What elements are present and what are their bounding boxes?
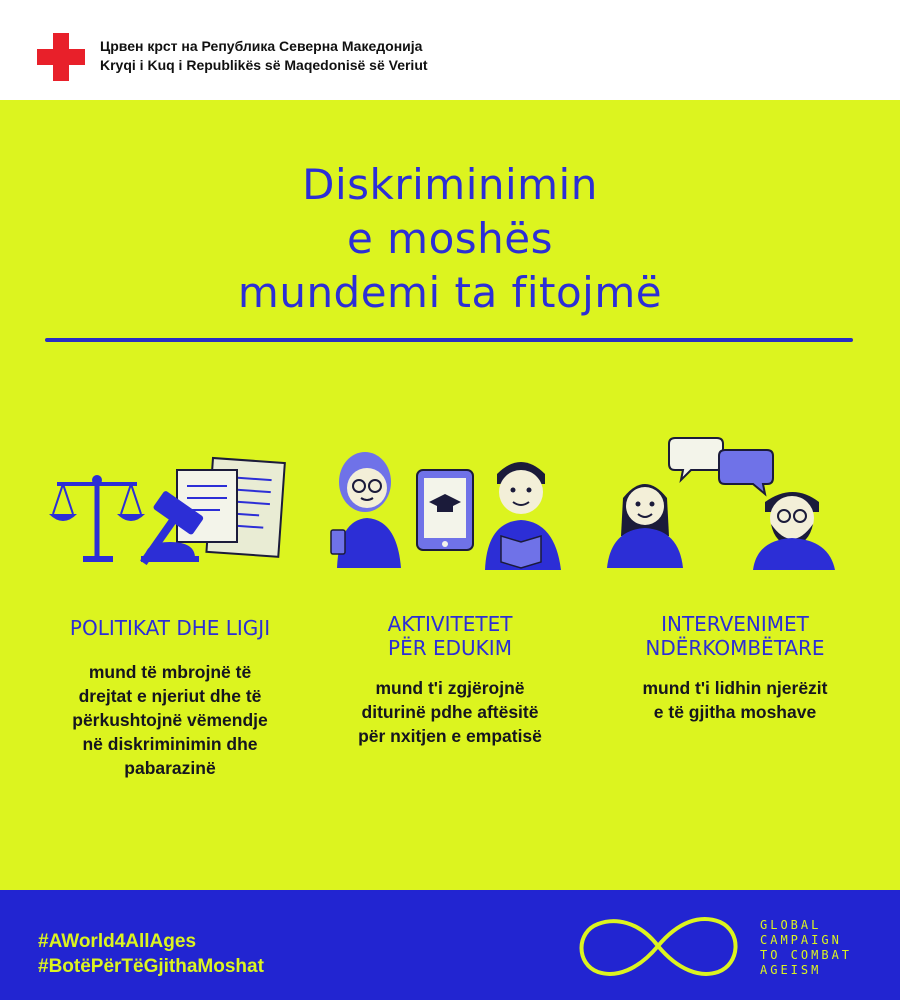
column-heading: AKTIVITETET PËR EDUKIM: [387, 612, 513, 660]
page-title: [0, 158, 900, 320]
title-divider: [45, 338, 853, 342]
org-name-macedonian: Црвен крст на Република Северна Македонија: [100, 38, 423, 54]
org-name-albanian: Kryqi i Kuq i Republikës së Maqedonisë së Veriut: [100, 57, 428, 73]
main-panel: [0, 100, 900, 890]
title-line: e moshës: [346, 214, 554, 263]
title-line: mundemi ta fitojmë: [237, 268, 663, 317]
column-heading: INTERVENIMET NDËRKOMBËTARE: [645, 612, 825, 660]
hashtag: #AWorld4AllAges: [38, 931, 197, 952]
footer: [0, 890, 900, 1000]
column-text: mund të mbrojnë të drejtat e njeriut dhe të përkushtojnë vëmendje në diskriminimin dhe pabarazinë: [72, 662, 268, 778]
education-people-tablet-icon: [325, 440, 565, 570]
campaign-name: GLOBAL CAMPAIGN TO COMBAT AGEISM: [760, 918, 853, 977]
column-text: mund t'i zgjërojnë diturinë pdhe aftësitë për nxitjen e empatisë: [358, 678, 542, 746]
scales-gavel-document-icon: [45, 450, 295, 565]
column-text: mund t'i lidhin njerëzit e të gjitha moshave: [642, 678, 828, 722]
infinity-icon: [572, 910, 744, 982]
people-speech-bubbles-icon: [605, 420, 855, 570]
title-line: Diskriminimin: [302, 160, 598, 209]
hashtag: #BotëPërTëGjithaMoshat: [38, 956, 264, 977]
red-cross-icon: [37, 33, 85, 81]
column-heading: POLITIKAT DHE LIGJI: [69, 616, 271, 640]
header: [0, 0, 900, 100]
